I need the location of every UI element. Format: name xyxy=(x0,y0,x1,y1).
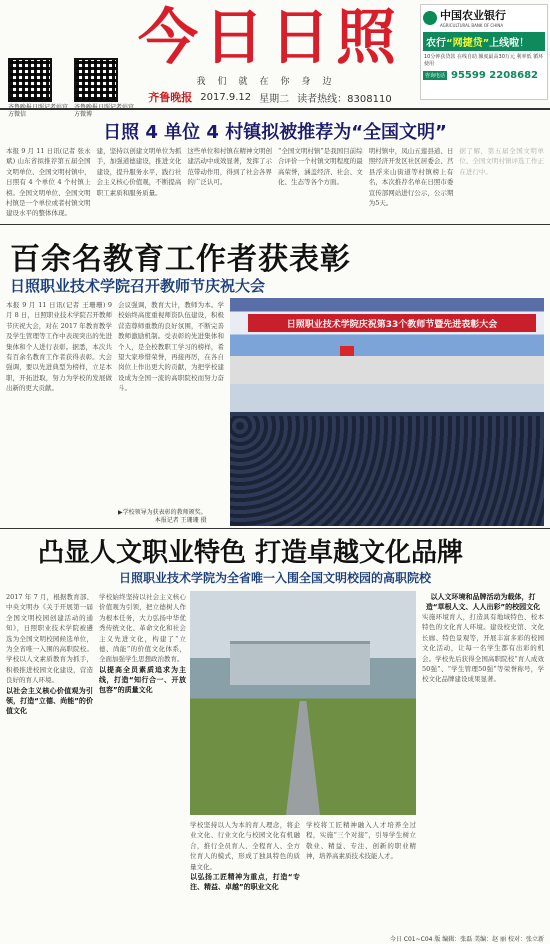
article3-col5-subhead: 以人文环境和品牌活动为载体，打造“草根人文、人人出彩”的校园文化 xyxy=(425,593,541,611)
article2-headline: 百余名教育工作者获表彰 xyxy=(10,242,351,277)
article3-col3-subhead: 以弘扬工匠精神为重点，打造“专注、精益、卓越”的职业文化 xyxy=(190,873,300,892)
caption-line2: 本报记者 王珊珊 摄 xyxy=(154,517,207,525)
article1-headline: 日照 4 单位 4 村镇拟被推荐为“全国文明” xyxy=(103,122,447,143)
article3-col2-subhead: 以提高全员素质追求为主线，打造“知行合一、开放包容”的质量文化 xyxy=(99,665,186,694)
bank-header xyxy=(421,5,547,30)
article3-col3-text: 学校坚持以人为本的育人理念，将企业文化、行业文化与校园文化有机融合，推行全员育人、全程育人、全方位育人的模式，形成了独具特色的质量文化。 xyxy=(190,821,300,871)
article2-divider xyxy=(0,528,550,529)
article1-col4: “全国文明村镇”是我国目前综合评价一个村镇文明程度的最高荣誉，涵盖经济、社会、文化、生态等各个方面。 xyxy=(278,147,363,187)
bank-ad-slogan xyxy=(423,32,545,51)
qr1-label: 方微信 xyxy=(8,111,27,119)
article3-headline: 凸显人文职业特色 打造卓越文化品牌 xyxy=(38,538,464,568)
article3-col1 xyxy=(6,592,93,930)
article3-subheadline: 日照职业技术学院为全省唯一入围全国文明校园的高职院校 xyxy=(118,571,431,585)
issue-date: 2017.9.12 xyxy=(200,91,252,103)
article1-col1: 本报 9 月 11 日讯(记者 张永斌) 山东省拟推荐第五届全国文明单位、全国文明村镇中，日照有 4 个单位 4 个村镇上榜。全国文明单位、全国文明村镇是一个单位或者村镇文明建设水平的整体体现。 xyxy=(6,147,91,218)
article3-col1-subhead: 以社会主义核心价值观为引领，打造“立德、尚能”的价值文化 xyxy=(6,686,93,715)
article2-body xyxy=(6,300,224,526)
ad-phone-number: 95599 2208682 xyxy=(451,70,538,81)
article1-col6: 据了解，第五届全国文明单位、全国文明村镇评选工作正在进行中。 xyxy=(459,147,544,176)
photo-banner: 日照职业技术学院庆祝第33个教师节暨先进表彰大会 xyxy=(248,314,536,332)
bank-english-name: AGRICULTURAL BANK OF CHINA xyxy=(440,23,504,28)
masthead-title xyxy=(120,2,420,74)
article3-col2 xyxy=(99,592,186,930)
article3-photo[interactable] xyxy=(190,591,416,815)
ad-phone-row xyxy=(423,70,545,81)
article2-col1: 本报 9 月 11 日讯(记者 王珊珊) 9 月 8 日，日照职业技术学院召开教师节庆祝大会，对在 2017 年教育教学及学生管理等工作中表现突出的先进集体和个人进行表彰。据悉，本次共有百余名教育工作者获得表彰。大会强调，要以先进典型为榜样，立足本职，开拓进取，努力为学校的发展做出新的更大贡献。 xyxy=(6,301,112,393)
article1-col2: 建，坚持以创建文明单位为抓手，加强道德建设，推进文化建设，提升服务水平，践行社会主义核心价值观，不断提高职工素质和服务质量。 xyxy=(96,147,182,197)
article3-mid-body xyxy=(190,820,416,930)
article3-col4: 学校将工匠精神融入人才培养全过程，实施“三个对接”，引导学生树立敬业、精益、专注、创新的职业精神，培养高素质技术技能人才。 xyxy=(306,821,416,861)
bank-advertisement[interactable] xyxy=(420,4,548,100)
article3-col1-text: 2017 年 7 月，根据教育部、中央文明办《关于开展第一届全国文明校园创建活动的通知》，日照职业技术学院被遴选为全国文明校园候选单位，为全省唯一入围的高职院校。学校以人文素质教育为抓手，积极推进校园文化建设，营造良好的育人环境。 xyxy=(6,593,93,685)
article1-divider xyxy=(0,224,550,225)
article1-col3: 这些单位和村镇在精神文明创建活动中成效显著，发挥了示范带动作用，得到了社会各界的广泛认可。 xyxy=(187,147,273,187)
article2-photo[interactable] xyxy=(230,298,544,526)
ad-slogan-highlight: “网捷贷” xyxy=(446,38,490,49)
masthead-divider xyxy=(0,108,550,110)
bank-logo-icon xyxy=(423,11,437,25)
masthead-slogan: 我们就在你身边 xyxy=(196,77,344,87)
page-footer: 今日 C01~C04 版 编辑：张磊 美编：赵 丽 校对：张立新 xyxy=(389,936,544,943)
photo-road xyxy=(286,701,320,815)
masthead-infobar xyxy=(120,89,420,105)
article3-col5-text: 实施环境育人，打造具有地域特色、校本特色的文化育人环境。建设校史馆、文化长廊、特色景观等，开展丰富多彩的校园文化活动，让每一名学生都有出彩的机会。学校先后获得全国高职院校“育人成效50强”、“学生管理50强”等荣誉称号，学校文化品牌建设成果显著。 xyxy=(422,613,544,684)
article3-col2-text: 学校始终坚持以社会主义核心价值观为引领，把立德树人作为根本任务，大力弘扬中华优秀传统文化、革命文化和社会主义先进文化，构建了“立德、尚能”的价值文化体系，全面加强学生思想政治教育。 xyxy=(99,593,186,664)
weibo-qr-code[interactable] xyxy=(74,58,118,102)
photo-stage xyxy=(230,356,544,384)
article3-right-body xyxy=(422,592,544,930)
bank-name: 中国农业银行 xyxy=(440,9,506,22)
ad-slogan-post: 上线啦！ xyxy=(489,38,530,49)
paper-name: 齐鲁晚报 xyxy=(148,91,193,104)
ad-fine-print: 10分钟获贷款 在线自助 额度最高30万元 利率低 循环使用 xyxy=(424,54,544,67)
ad-slogan-pre: 农行 xyxy=(426,38,446,49)
article2-caption xyxy=(118,509,207,526)
ad-phone-label: 咨询电话 xyxy=(425,73,446,79)
article3-col5 xyxy=(422,592,544,930)
article2-col2: 会议强调，教育大计，教师为本。学校始终高度重视师资队伍建设，积极营造尊师重教的良好氛围，不断完善教师激励机制。受表彰的先进集体和个人，是全校教职工学习的榜样，希望大家珍惜荣誉，再接再厉，在各自岗位上作出更大的贡献，为把学校建设成为全国一流的高职院校而努力奋斗。 xyxy=(118,301,224,393)
article1-body xyxy=(6,146,544,218)
photo-building xyxy=(230,641,370,685)
qr2-label: 方微博 xyxy=(74,111,93,119)
article1-col5: 明村镇中，凤山五莲县道、日照经济开发区社区居委会、莒县浮来山街道等村镇榜上有名，本次推荐名单在日照市委宣传部网站进行公示，公示期为5天。 xyxy=(368,147,454,208)
reader-hotline: 读者热线：8308110 xyxy=(297,93,392,105)
wechat-qr-code[interactable] xyxy=(8,58,52,102)
article2-subheadline: 日照职业技术学院召开教师节庆祝大会 xyxy=(10,277,266,295)
issue-weekday: 星期二 xyxy=(259,93,290,105)
article3-col3 xyxy=(190,820,300,930)
article3-left-body xyxy=(6,592,186,930)
caption-line1: ▶学校领导为获表彰的教师颁奖。 xyxy=(118,509,207,516)
masthead-title-text: 今日日照 xyxy=(138,3,402,73)
photo-crowd xyxy=(230,416,544,526)
